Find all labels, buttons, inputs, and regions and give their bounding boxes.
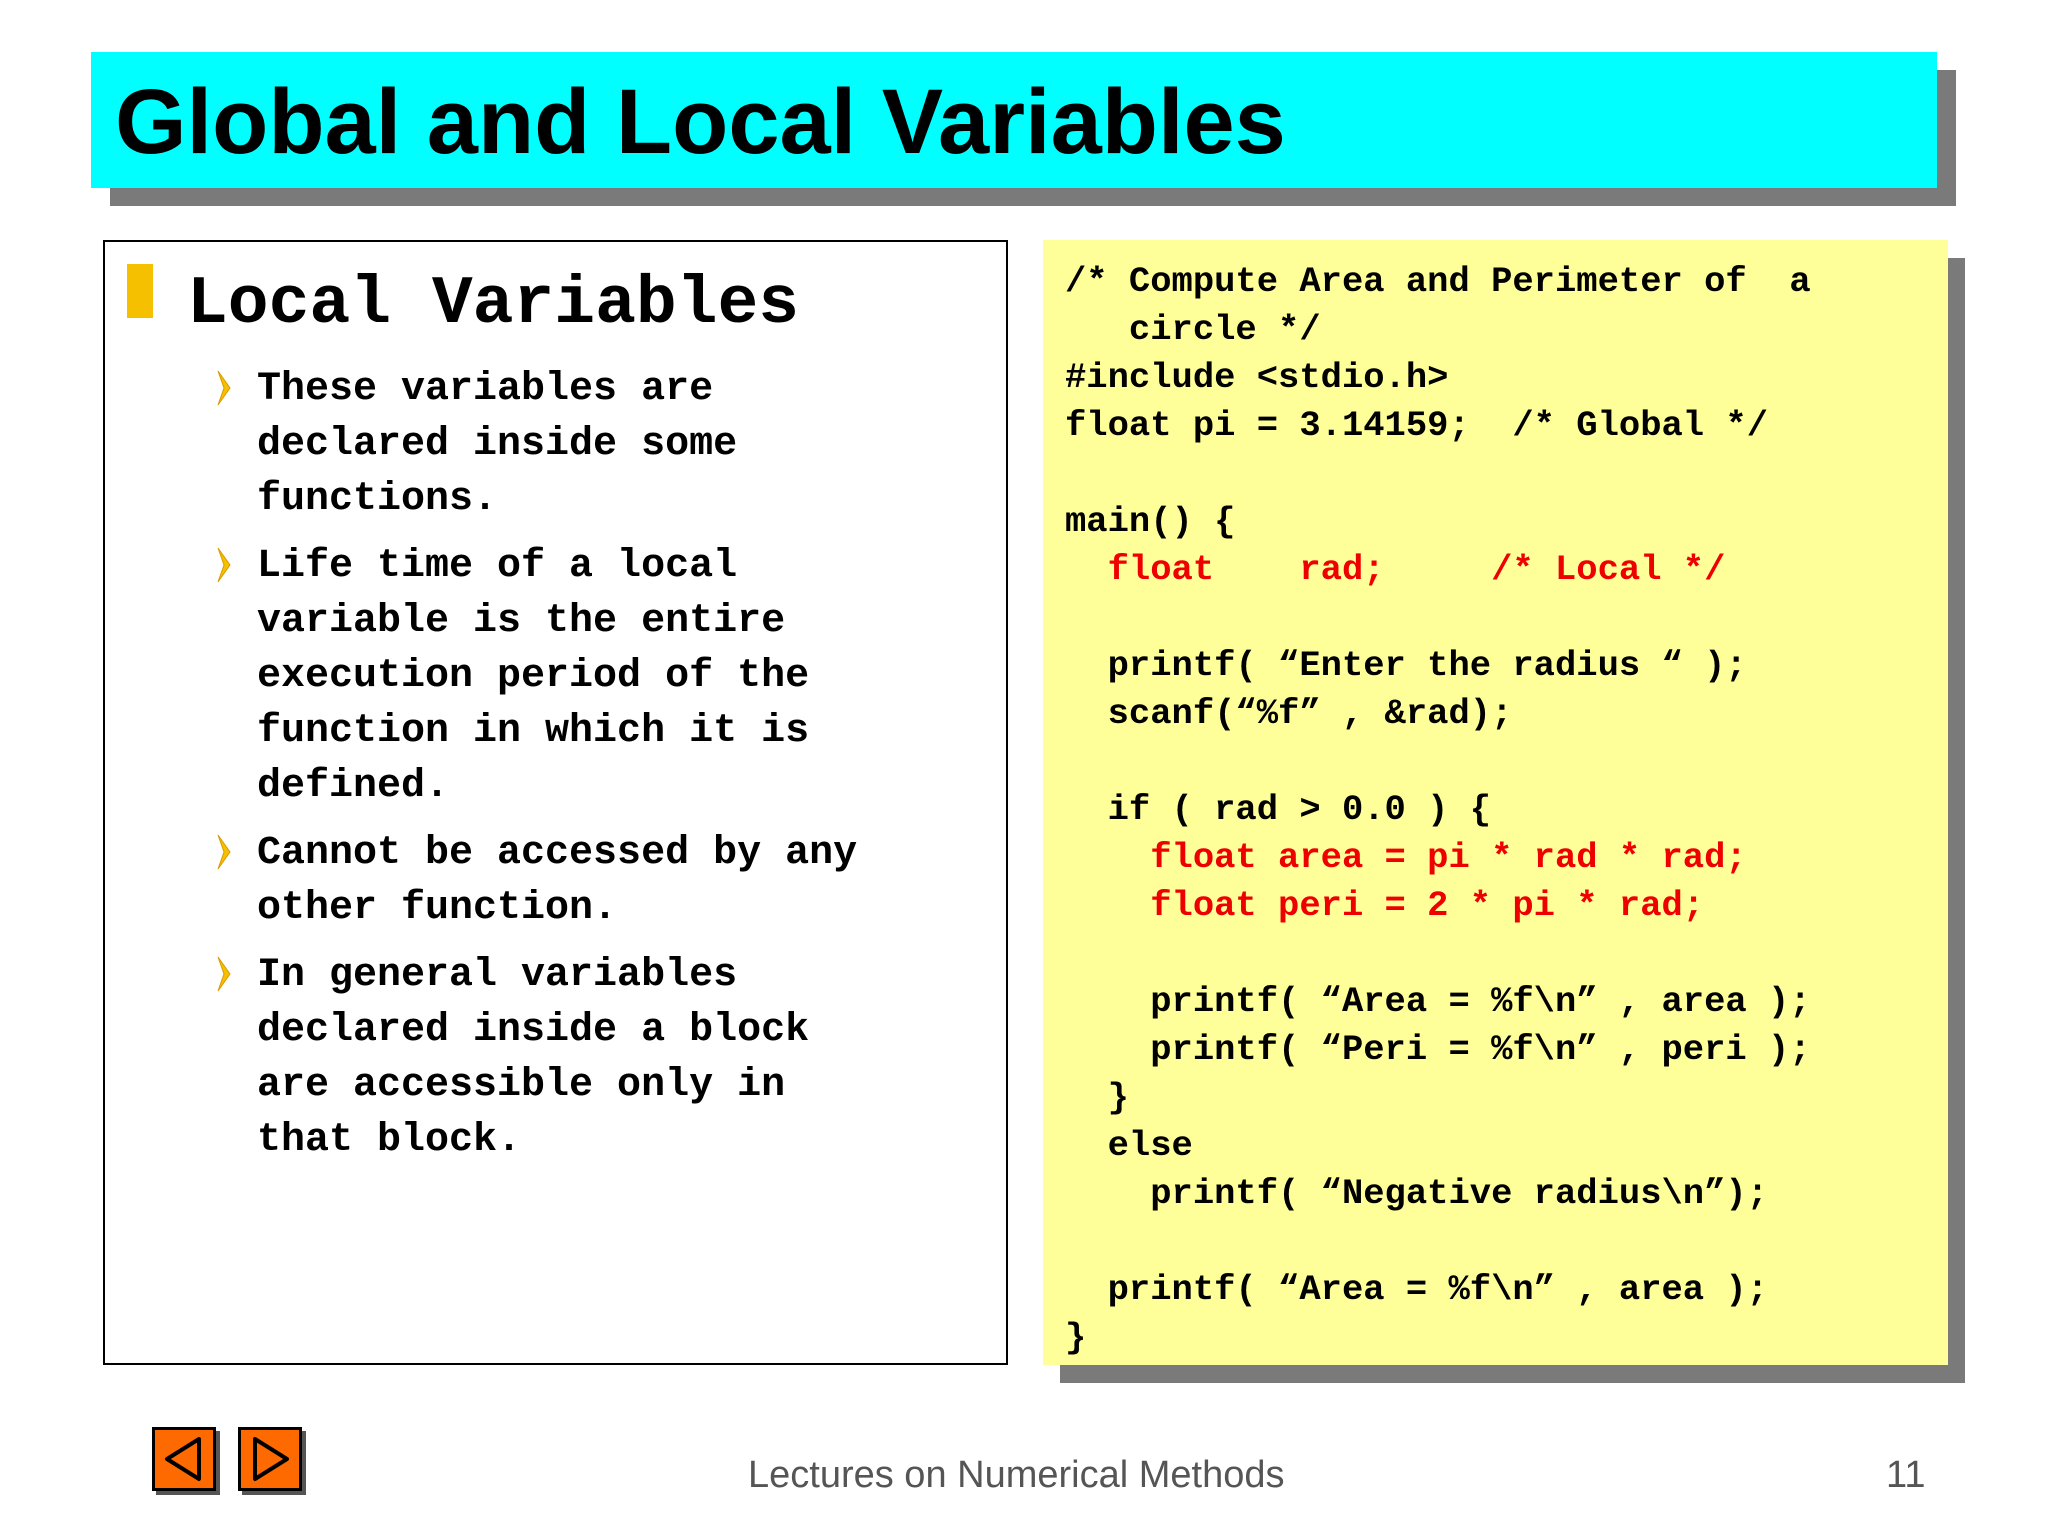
- code-line: circle */: [1065, 309, 1321, 350]
- code-line: [1065, 1218, 1811, 1266]
- code-line: [1065, 450, 1811, 498]
- code-line: printf( “Peri = %f\n” , peri );: [1065, 1029, 1811, 1070]
- code-line: printf( “Area = %f\n” , area );: [1065, 1269, 1769, 1310]
- bullet-list: [215, 362, 995, 1180]
- slide-title: Global and Local Variables: [115, 71, 1286, 173]
- triangle-right-icon: [241, 1430, 299, 1488]
- list-item: [215, 539, 995, 814]
- code-line: }: [1065, 1317, 1087, 1358]
- footer-title: Lectures on Numerical Methods: [748, 1454, 1285, 1496]
- code-line-highlight: float peri = 2 * pi * rad;: [1065, 885, 1705, 926]
- code-line: [1065, 930, 1811, 978]
- bullet-text: Cannot be accessed by any other function.: [257, 831, 858, 931]
- code-line: if ( rad > 0.0 ) {: [1065, 789, 1492, 830]
- bullet-text: These variables are declared inside some functions.: [257, 367, 738, 522]
- bullet-text: Life time of a local variable is the entire execution period of the function in which it is defined.: [257, 544, 810, 809]
- list-item: [215, 826, 995, 936]
- list-item: [215, 362, 995, 527]
- main-bullet-marker: [127, 264, 153, 318]
- previous-slide-button[interactable]: [152, 1427, 216, 1491]
- code-line: printf( “Enter the radius “ );: [1065, 645, 1747, 686]
- code-line-highlight: float rad; /* Local */: [1065, 549, 1726, 590]
- bullet-arrow-icon: [215, 547, 233, 583]
- next-slide-button[interactable]: [238, 1427, 302, 1491]
- code-line: }: [1065, 1077, 1129, 1118]
- code-line: printf( “Area = %f\n” , area );: [1065, 981, 1811, 1022]
- code-line: printf( “Negative radius\n”);: [1065, 1173, 1769, 1214]
- bullet-arrow-icon: [215, 834, 233, 870]
- code-line: #include <stdio.h>: [1065, 357, 1449, 398]
- code-listing: [1065, 258, 1811, 1362]
- code-line-highlight: float area = pi * rad * rad;: [1065, 837, 1747, 878]
- bullet-arrow-icon: [215, 370, 233, 406]
- local-variables-panel: [103, 240, 1008, 1365]
- bullet-text: In general variables declared inside a block are accessible only in that block.: [257, 953, 810, 1163]
- section-heading: Local Variables: [187, 266, 800, 343]
- triangle-left-icon: [155, 1430, 213, 1488]
- bullet-arrow-icon: [215, 956, 233, 992]
- code-line: else: [1065, 1125, 1193, 1166]
- title-bar: [91, 52, 1937, 188]
- code-line: [1065, 738, 1811, 786]
- code-line: /* Compute Area and Perimeter of a: [1065, 261, 1811, 302]
- code-line: [1065, 594, 1811, 642]
- page-number: 11: [1886, 1454, 1926, 1496]
- code-panel: [1043, 240, 1948, 1365]
- list-item: [215, 948, 995, 1168]
- code-line: main() {: [1065, 501, 1236, 542]
- code-line: scanf(“%f” , &rad);: [1065, 693, 1513, 734]
- code-line: float pi = 3.14159; /* Global */: [1065, 405, 1769, 446]
